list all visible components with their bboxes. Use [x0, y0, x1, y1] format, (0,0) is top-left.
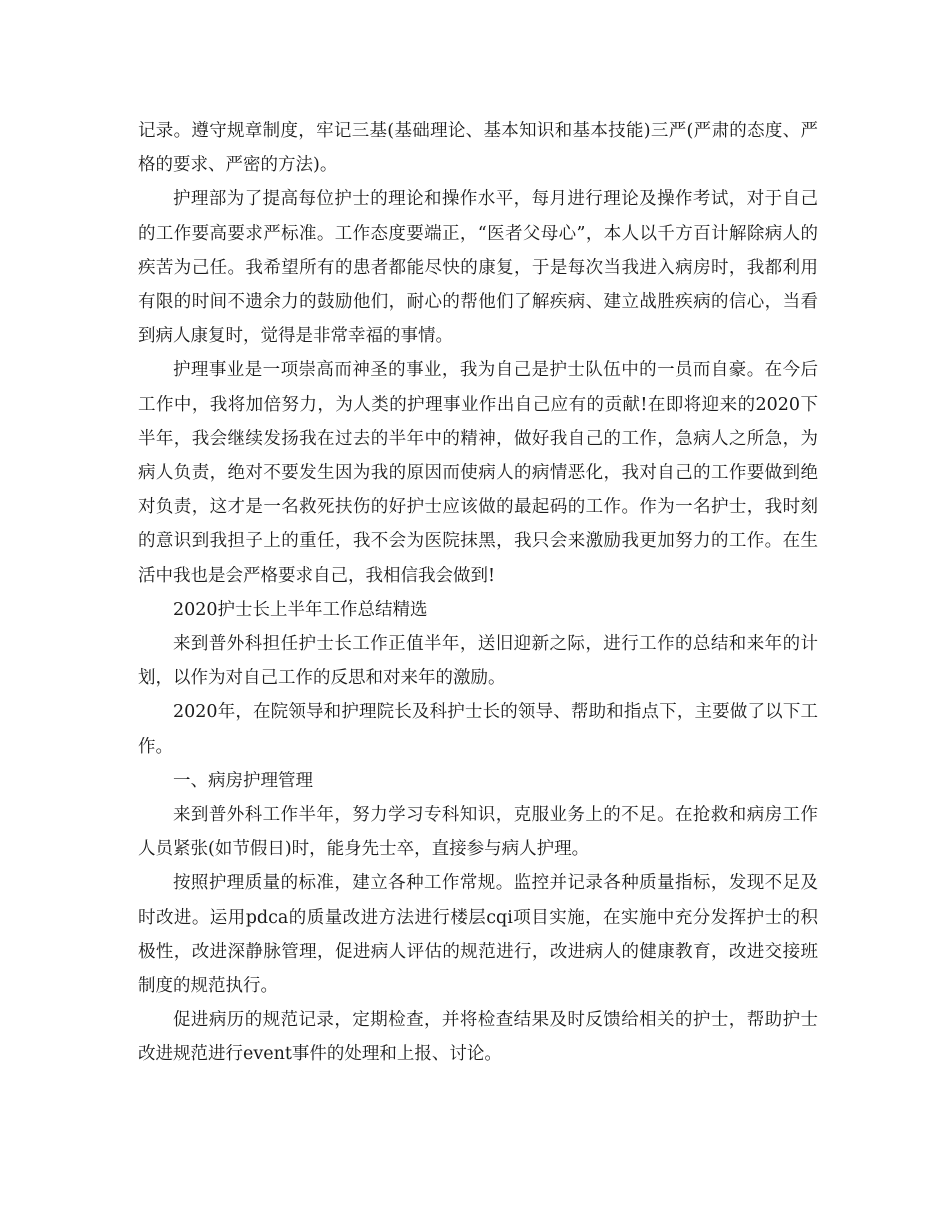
- document-body: [138, 114, 818, 1072]
- paragraph: 来到普外科担任护士长工作正值半年，送旧迎新之际，进行工作的总结和来年的计划，以作为对自己工作的反思和对来年的激励。: [138, 634, 818, 689]
- paragraph: 按照护理质量的标准，建立各种工作常规。监控并记录各种质量指标，发现不足及时改进。运用pdca的质量改进方法进行楼层cqi项目实施，在实施中充分发挥护士的积极性，改进深静脉管理，促进病人评估的规范进行，改进病人的健康教育，改进交接班制度的规范执行。: [138, 873, 818, 997]
- section-title: 2020护士长上半年工作总结精选: [173, 599, 428, 620]
- paragraph: 促进病历的规范记录，定期检查，并将检查结果及时反馈给相关的护士，帮助护士改进规范进行event事件的处理和上报、讨论。: [138, 1010, 818, 1065]
- paragraph: 护理部为了提高每位护士的理论和操作水平，每月进行理论及操作考试，对于自己的工作要高要求严标准。工作态度要端正，“医者父母心”，本人以千方百计解除病人的疾苦为己任。我希望所有的患者都能尽快的康复，于是每次当我进入病房时，我都利用有限的时间不遗余力的鼓励他们，耐心的帮他们了解疾病、建立战胜疾病的信心，当看到病人康复时，觉得是非常幸福的事情。: [138, 189, 818, 347]
- section-heading: 一、病房护理管理: [173, 770, 313, 791]
- paragraph: 记录。遵守规章制度，牢记三基(基础理论、基本知识和基本技能)三严(严肃的态度、严格的要求、严密的方法)。: [138, 121, 818, 176]
- paragraph: 护理事业是一项崇高而神圣的事业，我为自己是护士队伍中的一员而自豪。在今后工作中，我将加倍努力，为人类的护理事业作出自己应有的贡献!在即将迎来的2020下半年，我会继续发扬我在过去的半年中的精神，做好我自己的工作，急病人之所急，为病人负责，绝对不要发生因为我的原因而使病人的病情恶化，我对自己的工作要做到绝对负责，这才是一名救死扶伤的好护士应该做的最起码的工作。作为一名护士，我时刻的意识到我担子上的重任，我不会为医院抹黑，我只会来激励我更加努力的工作。在生活中我也是会严格要求自己，我相信我会做到!: [138, 360, 818, 586]
- paragraph: 来到普外科工作半年，努力学习专科知识，克服业务上的不足。在抢救和病房工作人员紧张(如节假日)时，能身先士卒，直接参与病人护理。: [138, 805, 818, 860]
- paragraph: 2020年，在院领导和护理院长及科护士长的领导、帮助和指点下，主要做了以下工作。: [138, 702, 818, 757]
